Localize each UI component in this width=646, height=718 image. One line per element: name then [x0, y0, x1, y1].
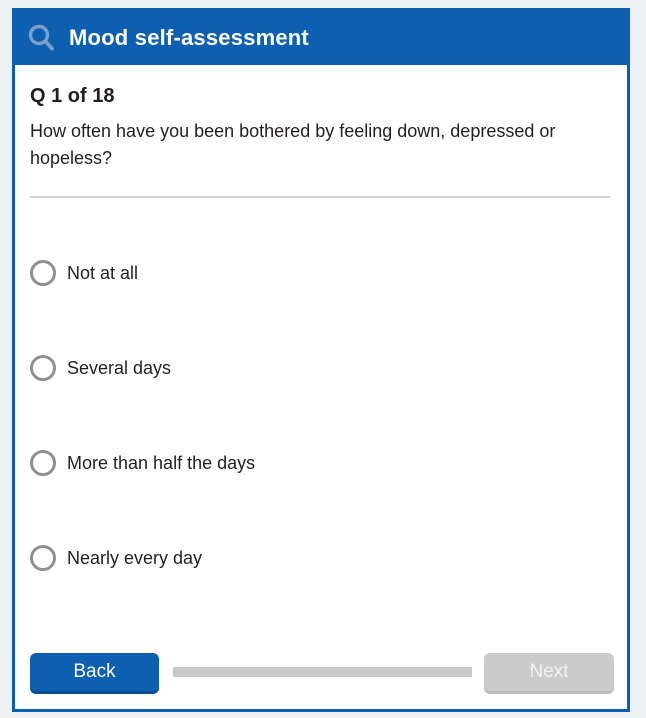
radio-icon[interactable] [30, 450, 56, 476]
question-text: How often have you been bothered by feeling down, depressed or hopeless? [30, 121, 556, 168]
radio-icon[interactable] [30, 545, 56, 571]
back-button[interactable]: Back [30, 653, 159, 691]
option-label: Nearly every day [67, 547, 203, 568]
divider [30, 196, 610, 198]
radio-icon[interactable] [30, 355, 56, 381]
next-button[interactable]: Next [484, 653, 614, 691]
progress-bar [173, 667, 472, 677]
option-label: Several days [67, 357, 172, 378]
page-title: Mood self-assessment [69, 25, 309, 50]
question-panel [15, 65, 627, 653]
option-several-days[interactable] [30, 355, 610, 381]
search-icon [24, 21, 58, 55]
option-nearly-every-day[interactable] [30, 545, 610, 571]
option-label: Not at all [67, 262, 139, 283]
option-label: More than half the days [67, 452, 256, 473]
options-list [30, 260, 610, 640]
radio-icon[interactable] [30, 260, 56, 286]
question-counter: Q 1 of 18 [30, 85, 115, 107]
option-not-at-all[interactable] [30, 260, 610, 286]
option-more-than-half-the-days[interactable] [30, 450, 610, 476]
assessment-card [12, 8, 630, 712]
header-bar [15, 11, 627, 65]
footer-bar [15, 653, 627, 709]
